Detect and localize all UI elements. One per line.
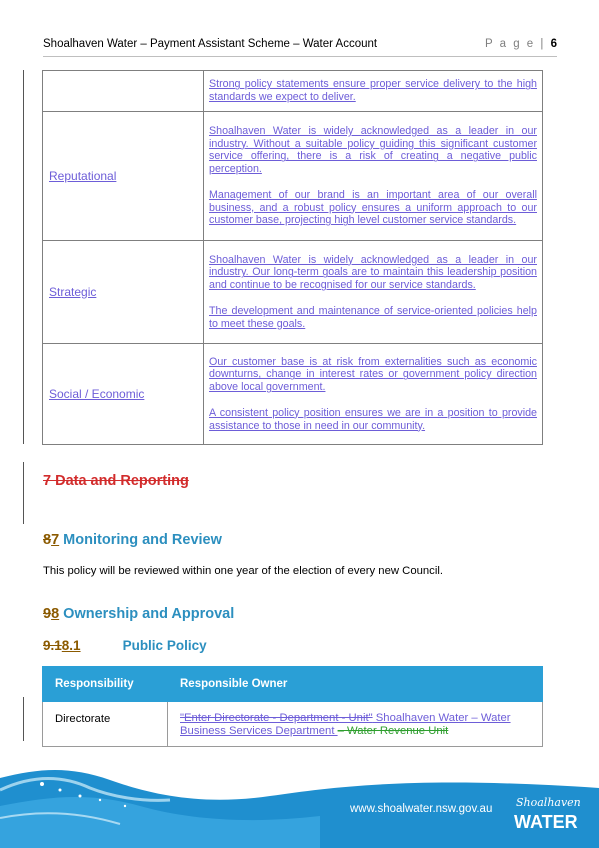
risk-paragraph: A consistent policy position ensures we are in a position to provide assistance to those in need in our community. [209,406,537,432]
page-number [485,38,557,50]
risk-description [204,112,543,241]
footer-website: www.shoalwater.nsw.gov.au [350,803,493,815]
ownership-table [42,666,543,747]
new-subsection-number: 8.1 [61,638,81,653]
risk-table [42,70,543,445]
risk-category: Strategic [43,241,204,344]
change-bar [23,462,24,524]
page-header [43,36,557,57]
new-section-number: 7 [51,532,60,548]
risk-description [204,241,543,344]
page-number-value: 6 [550,38,557,50]
old-subsection-number: 9.1 [43,638,62,653]
subsection-heading-text: Public Policy [122,638,207,653]
page-word: P a g e [484,38,536,50]
subsection-number [43,638,123,653]
owner-cell [168,702,543,747]
column-header-owner: Responsible Owner [168,667,543,702]
table-row [43,702,543,747]
page-separator: | [535,38,551,50]
new-section-number: 8 [51,606,60,622]
footer-wave-graphic [0,766,599,848]
risk-paragraph: Shoalhaven Water is widely acknowledged as a leader in our industry. Our long-term goals are to maintain this leadership position and continue to be recognised for our service standards. [209,253,537,292]
old-section-number: 9 [43,606,52,622]
table-row [43,344,543,445]
table-row [43,71,543,112]
risk-category: Reputational [43,112,204,241]
old-section-number: 8 [43,532,52,548]
risk-paragraph: Shoalhaven Water is widely acknowledged as a leader in our industry. Without a suitable policy guiding this significant customer service offering, there is a risk of creating a negative public perception. [209,125,537,176]
risk-paragraph: The development and maintenance of service-oriented policies help to meet these goals. [209,304,537,330]
heading-ownership-approval [43,606,234,622]
review-statement: This policy will be reviewed within one year of the election of every new Council. [43,565,443,577]
change-bar [23,70,24,444]
section-heading-text: Ownership and Approval [59,606,235,622]
deleted-heading-text: 7 Data and Reporting [43,473,189,489]
table-header-row [43,667,543,702]
risk-paragraph: Strong policy statements ensure proper service delivery to the high standards we expect to deliver. [209,78,537,103]
shoalhaven-water-logo [512,788,588,838]
risk-paragraph: Management of our brand is an important area of our overall business, and a robust policy ensures a uniform approach to our customer base, projecting high level customer service standards. [209,188,537,227]
risk-description [204,71,543,112]
risk-category: Social / Economic [43,344,204,445]
svg-text:Shoalhaven: Shoalhaven [516,796,581,809]
section-heading-text: Monitoring and Review [59,532,222,548]
deleted-heading-data-reporting [43,473,189,489]
deleted-placeholder: "Enter Directorate - Department - Unit" [180,712,373,724]
table-row [43,112,543,241]
deleted-owner-tail: – Water Revenue Unit [337,725,449,737]
svg-text:WATER: WATER [514,812,578,832]
document-title: Shoalhaven Water – Payment Assistant Scheme – Water Account [43,38,378,50]
inserted-owner: Shoalhaven Water – Water Business Services Department [180,712,511,737]
risk-category [43,71,204,112]
change-bar [23,697,24,741]
column-header-responsibility: Responsibility [43,667,168,702]
table-row [43,241,543,344]
heading-monitoring-review [43,532,222,548]
responsibility-cell: Directorate [43,702,168,747]
heading-public-policy [43,638,207,653]
page-footer [0,766,599,848]
risk-paragraph: Our customer base is at risk from externalities such as economic downturns, change in interest rates or government policy direction above local government. [209,355,537,394]
risk-description [204,344,543,445]
